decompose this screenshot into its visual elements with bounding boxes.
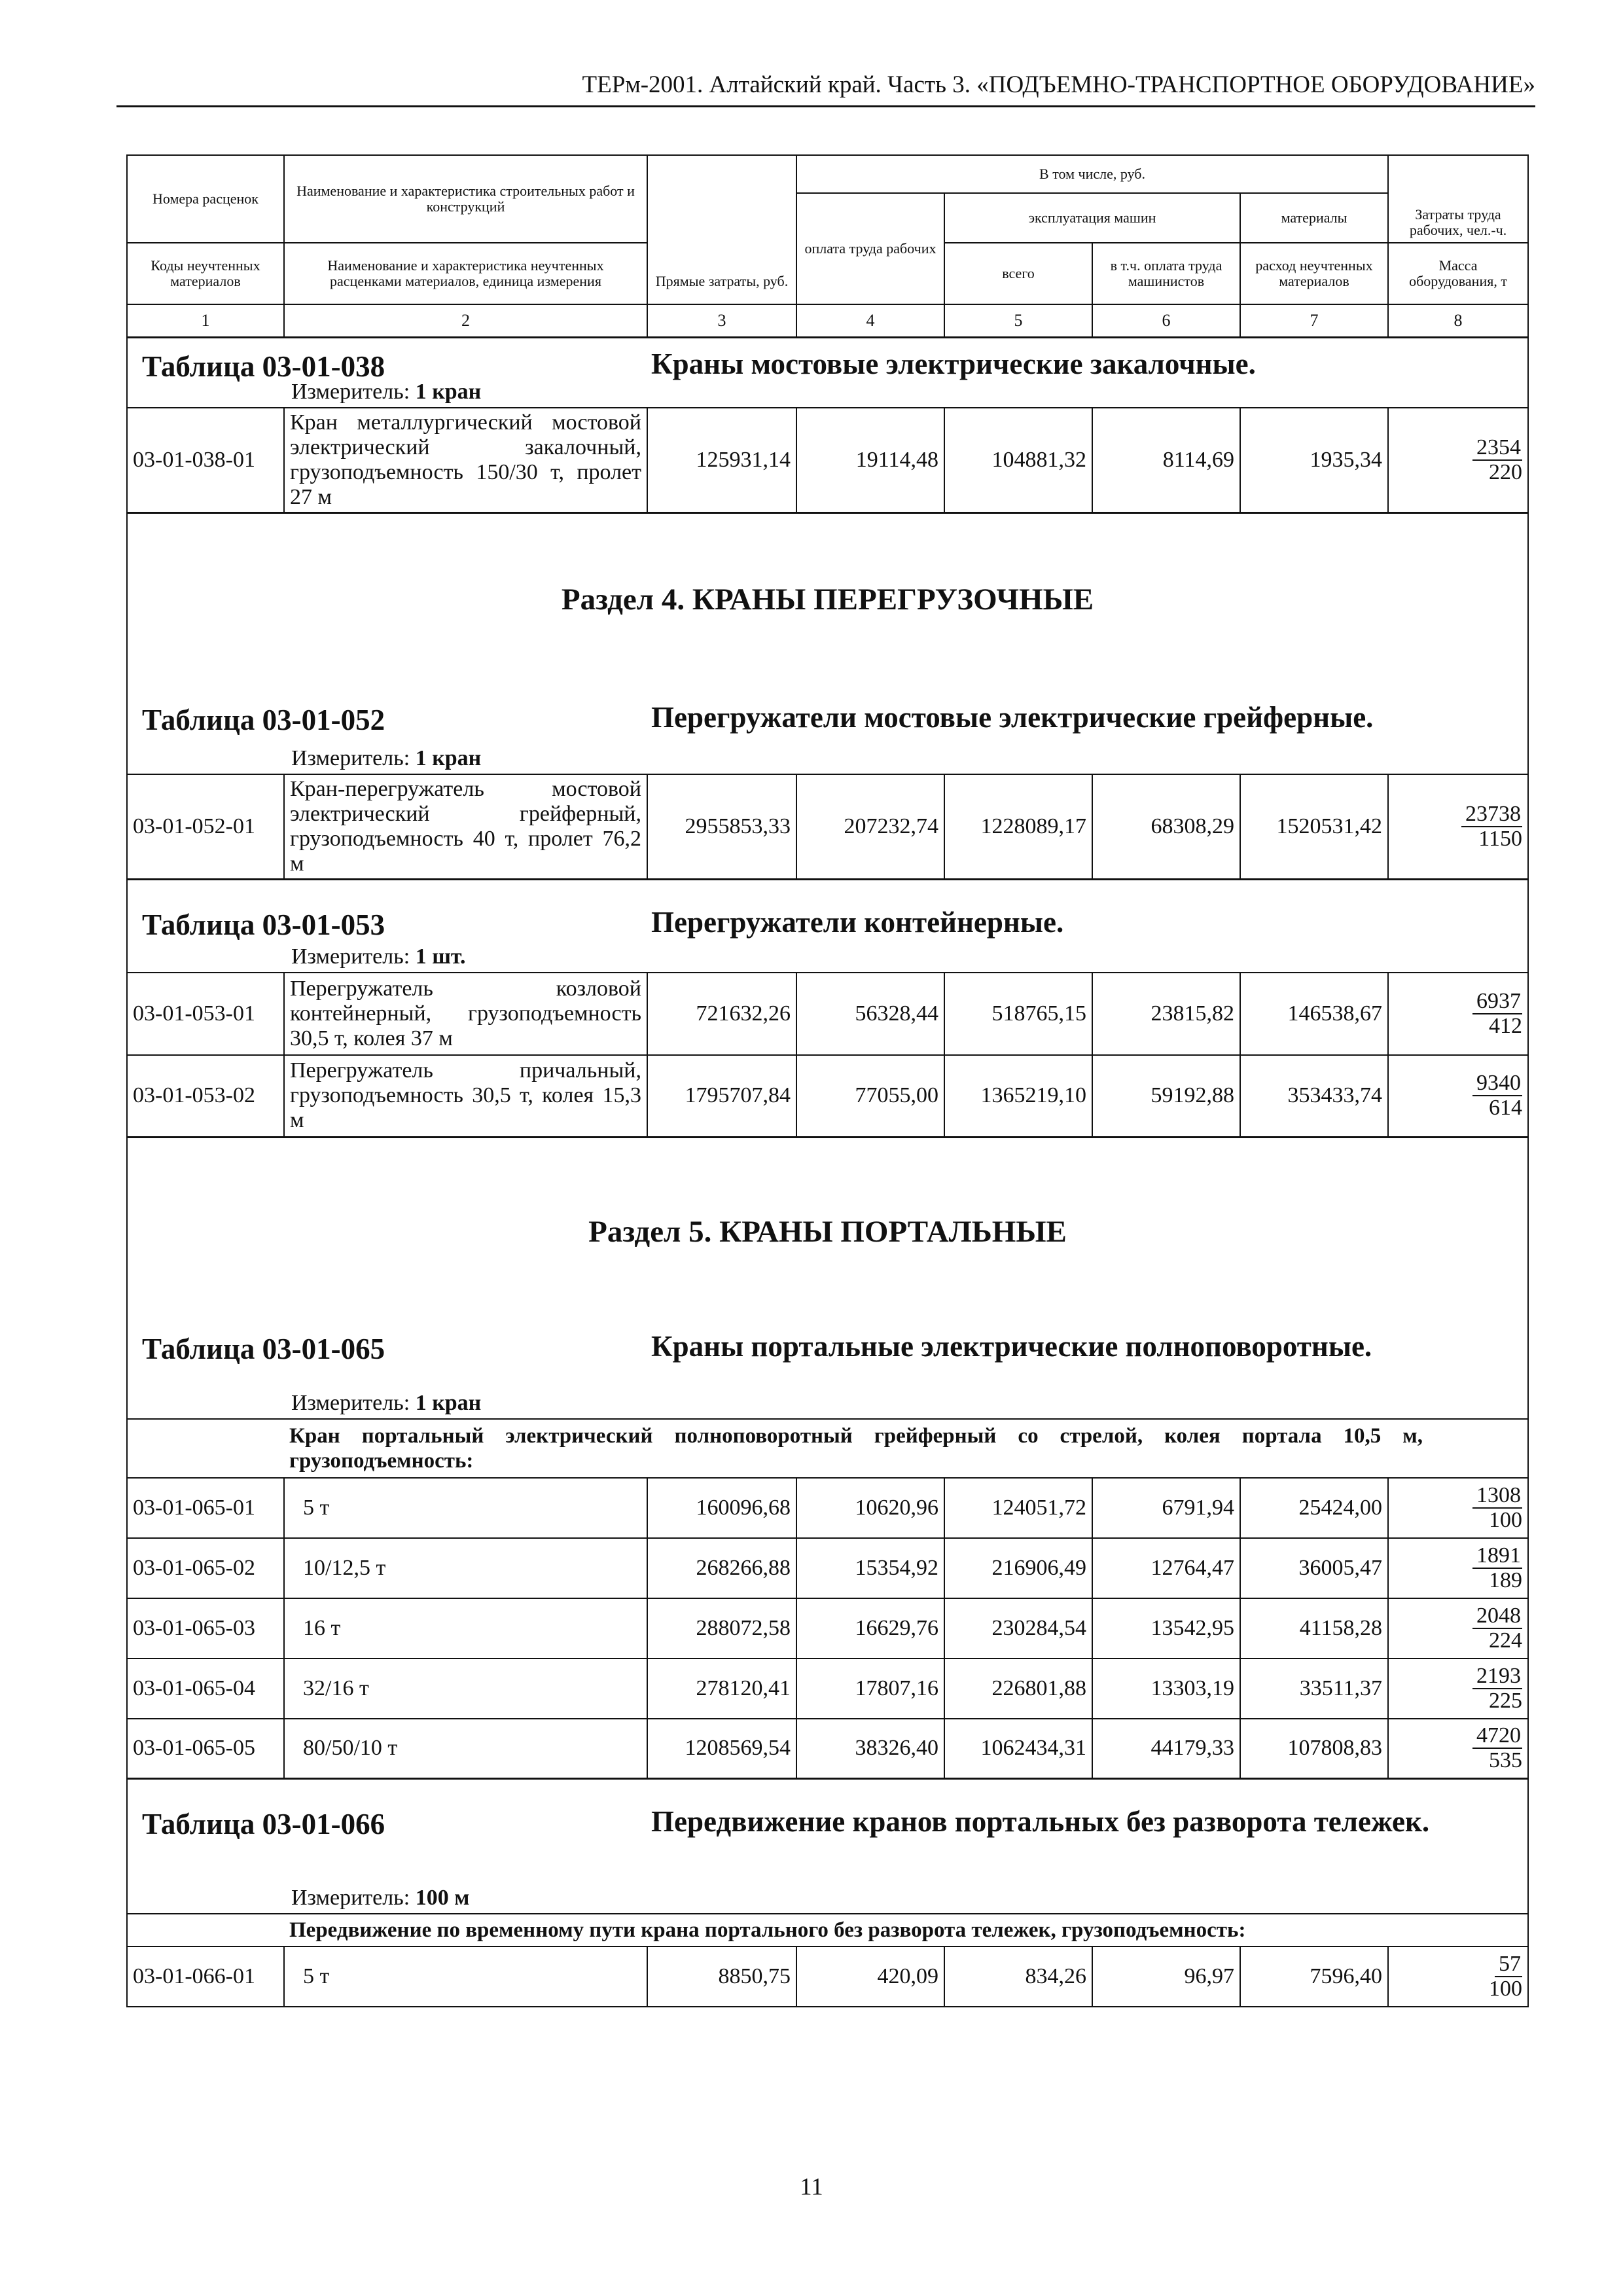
materials: 353433,74 — [1240, 1055, 1388, 1138]
rate-code: 03-01-053-02 — [127, 1055, 284, 1138]
direct-costs: 288072,58 — [647, 1598, 796, 1659]
capacity: 5 т — [284, 1478, 647, 1538]
labor-pay: 17807,16 — [796, 1659, 944, 1719]
rate-code: 03-01-038-01 — [127, 408, 284, 513]
labor-pay: 10620,96 — [796, 1478, 944, 1538]
table-label: Таблица 03-01-038 — [142, 350, 385, 383]
labor-pay: 16629,76 — [796, 1598, 944, 1659]
header-materials-unaccounted: расход неучтенных материалов — [1240, 243, 1388, 304]
section-heading: Раздел 4. КРАНЫ ПЕРЕГРУЗОЧНЫЕ — [561, 583, 1094, 617]
header-incl: В том числе, руб. — [796, 155, 1388, 193]
labor-and-mass: 23738 1150 — [1388, 774, 1528, 880]
labor-pay: 15354,92 — [796, 1538, 944, 1598]
section-4-block — [127, 513, 1528, 744]
column-number: 6 — [1092, 304, 1240, 338]
rate-description: Кран-перегружатель мостовой электрический грейферный, грузоподъемность 40 т, пролет 76,2 м — [284, 774, 647, 880]
unit-row — [127, 1389, 1528, 1419]
machines-total: 230284,54 — [944, 1598, 1092, 1659]
labor-and-mass: 57 100 — [1388, 1946, 1528, 2007]
rate-description: Перегружатель козловой контейнерный, грузоподъемность 30,5 т, колея 37 м — [284, 973, 647, 1055]
machines-total: 104881,32 — [944, 408, 1092, 513]
unit-row — [127, 744, 1528, 774]
header-labor-costs: Затраты труда рабочих, чел.-ч. — [1388, 155, 1528, 243]
machinists-pay: 23815,82 — [1092, 973, 1240, 1055]
table-heading-053 — [127, 880, 1528, 942]
direct-costs: 278120,41 — [647, 1659, 796, 1719]
column-number: 8 — [1388, 304, 1528, 338]
labor-pay: 56328,44 — [796, 973, 944, 1055]
table-row — [127, 973, 1528, 1055]
labor-and-mass: 2354 220 — [1388, 408, 1528, 513]
machinists-pay: 96,97 — [1092, 1946, 1240, 2007]
capacity: 80/50/10 т — [284, 1719, 647, 1779]
header-machines: эксплуатация машин — [944, 193, 1240, 243]
table-heading-066 — [127, 1779, 1528, 1884]
direct-costs: 1795707,84 — [647, 1055, 796, 1138]
unit-line: Измеритель: 1 кран — [291, 1390, 482, 1415]
table-row — [127, 1478, 1528, 1538]
table-row — [127, 1055, 1528, 1138]
unit-line: Измеритель: 100 м — [291, 1885, 470, 1910]
section-heading: Раздел 5. КРАНЫ ПОРТАЛЬНЫЕ — [588, 1215, 1067, 1249]
rate-code: 03-01-065-01 — [127, 1478, 284, 1538]
direct-costs: 125931,14 — [647, 408, 796, 513]
capacity: 5 т — [284, 1946, 647, 2007]
materials: 1520531,42 — [1240, 774, 1388, 880]
direct-costs: 1208569,54 — [647, 1719, 796, 1779]
table-label: Таблица 03-01-052 — [142, 704, 385, 736]
materials: 25424,00 — [1240, 1478, 1388, 1538]
unit-row — [127, 942, 1528, 973]
column-number: 4 — [796, 304, 944, 338]
direct-costs: 268266,88 — [647, 1538, 796, 1598]
machinists-pay: 12764,47 — [1092, 1538, 1240, 1598]
machines-total: 834,26 — [944, 1946, 1092, 2007]
direct-costs: 8850,75 — [647, 1946, 796, 2007]
header-col2-bottom: Наименование и характеристика неучтенных расценками материалов, единица измерения — [284, 243, 647, 304]
header-machinists-pay: в т.ч. оплата труда машинистов — [1092, 243, 1240, 304]
header-rule — [116, 105, 1535, 107]
materials: 1935,34 — [1240, 408, 1388, 513]
labor-and-mass: 2048 224 — [1388, 1598, 1528, 1659]
column-number: 1 — [127, 304, 284, 338]
table-row — [127, 1598, 1528, 1659]
machinists-pay: 44179,33 — [1092, 1719, 1240, 1779]
labor-pay: 77055,00 — [796, 1055, 944, 1138]
machines-total: 124051,72 — [944, 1478, 1092, 1538]
materials: 41158,28 — [1240, 1598, 1388, 1659]
labor-and-mass: 1308 100 — [1388, 1478, 1528, 1538]
header-col1-bottom: Коды неучтенных материалов — [127, 243, 284, 304]
materials: 146538,67 — [1240, 973, 1388, 1055]
labor-and-mass: 1891 189 — [1388, 1538, 1528, 1598]
unit-line: Измеритель: 1 кран — [291, 745, 482, 770]
table-row — [127, 1946, 1528, 2007]
table-row — [127, 774, 1528, 880]
table-row — [127, 408, 1528, 513]
header-labor-pay: оплата труда рабочих — [796, 193, 944, 304]
group-title: Кран портальный электрический полноповоротный грейферный со стрелой, колея портала 10,5 м, грузоподъемность: — [284, 1419, 1528, 1478]
column-number: 7 — [1240, 304, 1388, 338]
machines-total: 216906,49 — [944, 1538, 1092, 1598]
machinists-pay: 13303,19 — [1092, 1659, 1240, 1719]
price-table — [126, 154, 1529, 2007]
labor-pay: 38326,40 — [796, 1719, 944, 1779]
column-number: 5 — [944, 304, 1092, 338]
materials: 7596,40 — [1240, 1946, 1388, 2007]
header-direct-costs: Прямые затраты, руб. — [647, 155, 796, 304]
table-title: Краны портальные электрические полноповоротные. — [651, 1330, 1372, 1363]
rate-code: 03-01-065-03 — [127, 1598, 284, 1659]
header-equipment-mass: Масса оборудования, т — [1388, 243, 1528, 304]
machinists-pay: 8114,69 — [1092, 408, 1240, 513]
table-title: Перегружатели контейнерные. — [651, 906, 1064, 939]
materials: 33511,37 — [1240, 1659, 1388, 1719]
rate-code: 03-01-052-01 — [127, 774, 284, 880]
labor-and-mass: 2193 225 — [1388, 1659, 1528, 1719]
capacity: 10/12,5 т — [284, 1538, 647, 1598]
machines-total: 518765,15 — [944, 973, 1092, 1055]
rate-code: 03-01-053-01 — [127, 973, 284, 1055]
direct-costs: 2955853,33 — [647, 774, 796, 880]
unit-row — [127, 378, 1528, 408]
column-number: 2 — [284, 304, 647, 338]
group-title: Передвижение по временному пути крана портального без разворота тележек, грузоподъемность: — [284, 1914, 1528, 1946]
rate-code: 03-01-065-02 — [127, 1538, 284, 1598]
table-label: Таблица 03-01-065 — [142, 1333, 385, 1365]
rate-description: Кран металлургический мостовой электрический закалочный, грузоподъемность 150/30 т, пролет 27 м — [284, 408, 647, 513]
table-title: Передвижение кранов портальных без разворота тележек. — [651, 1805, 1430, 1838]
table-label: Таблица 03-01-066 — [142, 1808, 385, 1840]
labor-pay: 420,09 — [796, 1946, 944, 2007]
labor-and-mass: 6937 412 — [1388, 973, 1528, 1055]
header-machines-total: всего — [944, 243, 1092, 304]
machinists-pay: 59192,88 — [1092, 1055, 1240, 1138]
table-heading-038 — [127, 338, 1528, 383]
rate-code: 03-01-066-01 — [127, 1946, 284, 2007]
rate-description: Перегружатель причальный, грузоподъемность 30,5 т, колея 15,3 м — [284, 1055, 647, 1138]
unit-line: Измеритель: 1 шт. — [291, 944, 466, 969]
labor-pay: 19114,48 — [796, 408, 944, 513]
labor-pay: 207232,74 — [796, 774, 944, 880]
capacity: 16 т — [284, 1598, 647, 1659]
table-row — [127, 1719, 1528, 1779]
section-5-block — [127, 1138, 1528, 1389]
machines-total: 1365219,10 — [944, 1055, 1092, 1138]
machinists-pay: 13542,95 — [1092, 1598, 1240, 1659]
machines-total: 1228089,17 — [944, 774, 1092, 880]
machines-total: 226801,88 — [944, 1659, 1092, 1719]
machinists-pay: 6791,94 — [1092, 1478, 1240, 1538]
capacity: 32/16 т — [284, 1659, 647, 1719]
rate-code: 03-01-065-04 — [127, 1659, 284, 1719]
labor-and-mass: 4720 535 — [1388, 1719, 1528, 1779]
table-title: Перегружатели мостовые электрические грейферные. — [651, 701, 1374, 734]
unit-line: Измеритель: 1 кран — [291, 379, 482, 404]
header-col2-top: Наименование и характеристика строительных работ и конструкций — [284, 155, 647, 243]
machines-total: 1062434,31 — [944, 1719, 1092, 1779]
direct-costs: 721632,26 — [647, 973, 796, 1055]
page-number: 11 — [800, 2174, 823, 2200]
materials: 107808,83 — [1240, 1719, 1388, 1779]
running-head: ТЕРм-2001. Алтайский край. Часть 3. «ПОДЪЕМНО-ТРАНСПОРТНОЕ ОБОРУДОВАНИЕ» — [582, 71, 1535, 98]
table-row — [127, 1659, 1528, 1719]
unit-row — [127, 1884, 1528, 1914]
direct-costs: 160096,68 — [647, 1478, 796, 1538]
table-title: Краны мостовые электрические закалочные. — [651, 348, 1256, 380]
table-label: Таблица 03-01-053 — [142, 908, 385, 941]
header-col1-top: Номера расценок — [127, 155, 284, 243]
header-materials: материалы — [1240, 193, 1388, 243]
column-number: 3 — [647, 304, 796, 338]
machinists-pay: 68308,29 — [1092, 774, 1240, 880]
rate-code: 03-01-065-05 — [127, 1719, 284, 1779]
labor-and-mass: 9340 614 — [1388, 1055, 1528, 1138]
table-row — [127, 1538, 1528, 1598]
materials: 36005,47 — [1240, 1538, 1388, 1598]
